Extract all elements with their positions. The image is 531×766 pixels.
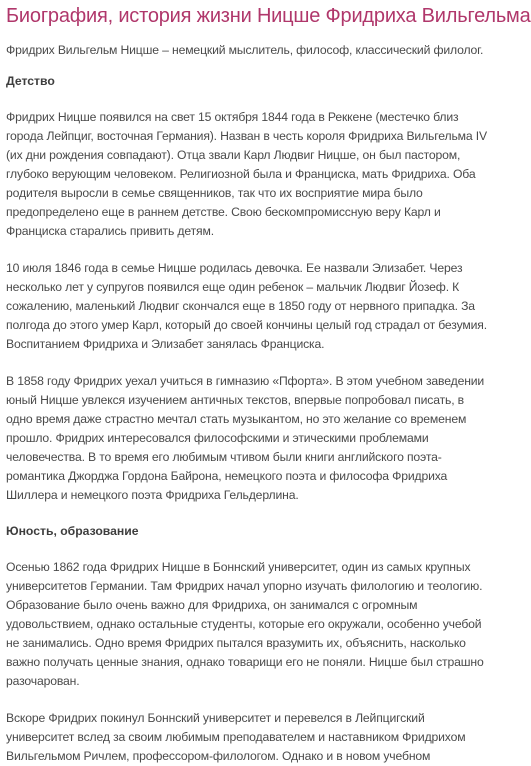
paragraph-line: одно время даже страстно мечтал стать музыкантом, но это желание со временем <box>6 412 467 426</box>
paragraph <box>6 558 497 691</box>
paragraph-line: Воспитанием Фридриха и Элизабет занялась Франциска. <box>6 337 325 351</box>
paragraph-line: (их дни рождения совпадают). Отца звали Карл Людвиг Ницше, он был пастором, <box>6 148 461 162</box>
paragraph-line: 10 июля 1846 года в семье Ницше родилась девочка. Ее назвали Элизабет. Через <box>6 261 463 275</box>
paragraph <box>6 709 497 766</box>
paragraph <box>6 372 497 505</box>
paragraph-line: университетов Германии. Там Фридрих начал упорно изучать филологию и теологию. <box>6 579 483 593</box>
paragraph-line: Шиллера и немецкого поэта Фридриха Гельдерлина. <box>6 488 299 502</box>
paragraph-line: удовольствием, однако остальные студенты, которые его окружали, особенно учебой <box>6 617 482 631</box>
paragraph-line: прошло. Фридрих интересовался философскими и этическими проблемами <box>6 431 429 445</box>
paragraph-line: университет вслед за своим любимым преподавателем и наставником Фридрихом <box>6 730 466 744</box>
paragraph-line: глубоко верующим человеком. Религиозной была и Франциска, мать Фридриха. Оба <box>6 167 476 181</box>
paragraph-line: города Лейпциг, восточная Германия). Назван в честь короля Фридриха Вильгельма IV <box>6 129 487 143</box>
paragraph-line: полгода до этого умер Карл, который до своей кончины целый год страдал от безумия. <box>6 318 487 332</box>
paragraph-line: Вильгельмом Ричлем, профессором-филологом. Однако и в новом учебном <box>6 749 431 763</box>
paragraph-line: Вскоре Фридрих покинул Боннский университет и перевелся в Лейпцигский <box>6 711 425 725</box>
paragraph-line: не занимались. Одно время Фридрих пытался вразумить их, объяснить, насколько <box>6 636 466 650</box>
paragraph-line: родителя выросли в семье священников, так что их восприятие мира было <box>6 186 423 200</box>
paragraph-line: предопределено еще в раннем детстве. Свою бескомпромиссную веру Карл и <box>6 205 441 219</box>
paragraph-line: Осенью 1862 года Фридрих Ницше в Боннский университет, один из самых крупных <box>6 560 471 574</box>
paragraph <box>6 259 497 354</box>
paragraph <box>6 108 497 241</box>
paragraph-line: человечества. В то время его любимым чтивом были книги английского поэта- <box>6 450 442 464</box>
paragraph-line: важно получать ценные знания, однако товарищи его не поняли. Ницше был страшно <box>6 655 484 669</box>
paragraph-line: несколько лет у супругов появился еще один ребенок – мальчик Людвиг Йозеф. К <box>6 280 460 294</box>
section-heading-childhood: Детство <box>6 74 55 88</box>
paragraph-line: романтика Джорджа Гордона Байрона, немецкого поэта и философа Фридриха <box>6 469 448 483</box>
paragraph-line: В 1858 году Фридрих уехал учиться в гимназию «Пфорта». В этом учебном заведении <box>6 374 485 388</box>
article-title: Биография, история жизни Ницше Фридриха Вильгельма <box>6 5 531 27</box>
section-heading-youth-education: Юность, образование <box>6 524 139 538</box>
paragraph-line: Франциска старались привить детям. <box>6 224 214 238</box>
paragraph-line: Фридрих Ницше появился на свет 15 октября 1844 года в Реккене (местечко близ <box>6 110 459 124</box>
article-intro: Фридрих Вильгельм Ницше – немецкий мыслитель, философ, классический филолог. <box>6 43 484 57</box>
paragraph-line: сожалению, маленький Людвиг скончался еще в 1850 году от нервного припадка. За <box>6 299 475 313</box>
paragraph-line: разочарован. <box>6 674 80 688</box>
paragraph-line: Образование было очень важно для Фридриха, он занимался с огромным <box>6 598 418 612</box>
paragraph-line: юный Ницше увлекся изучением античных текстов, впервые попробовал писать, в <box>6 393 464 407</box>
